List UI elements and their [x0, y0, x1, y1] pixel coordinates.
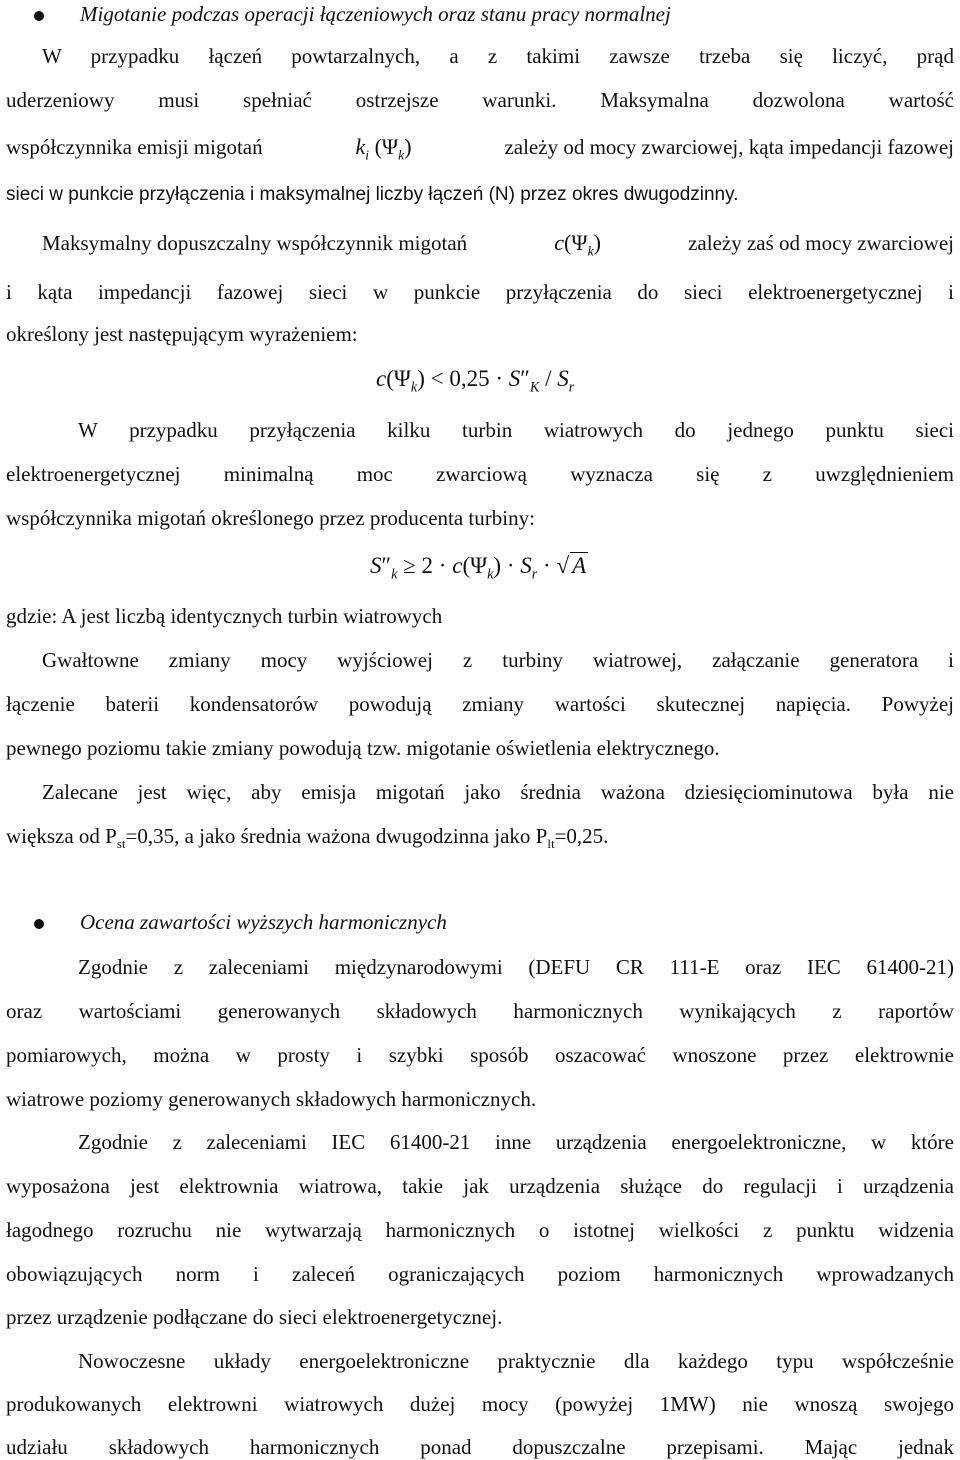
paragraph-line: gdzie: A jest liczbą identycznych turbin wiatrowych [6, 604, 443, 628]
paragraph-line-with-formula [6, 134, 954, 163]
paragraph-line-with-subscripts [6, 824, 954, 852]
paragraph-line: W przypadku przyłączenia kilku turbin wiatrowych do jednego punktu sieci [78, 418, 954, 442]
equation-flicker-limit: $c(\Psi_k) < 0,25 \cdot S''_K / S_r$ [376, 366, 575, 396]
formula-ki-psi: $k_i$ $(\Psi_k)$ [355, 134, 412, 163]
paragraph-text: zależy zaś od mocy zwarciowej [688, 231, 954, 255]
paragraph-line: łagodnego rozruchu nie wytwarzają harmonicznych o istotnej wielkości z punktu widzenia [6, 1218, 954, 1242]
paragraph-text: większa od P [6, 824, 117, 848]
paragraph-line: wyposażona jest elektrownia wiatrowa, takie jak urządzenia służące do regulacji i urządzenia [6, 1174, 954, 1198]
equation-coefficient: 0,25 [449, 366, 490, 391]
paragraph-line: łączenie baterii kondensatorów powodują zmiany wartości skutecznej napięcia. Powyżej [6, 692, 954, 716]
bullet-icon [34, 919, 44, 929]
paragraph-text: Maksymalny dopuszczalny współczynnik migotań [42, 231, 468, 255]
paragraph-line: udziału składowych harmonicznych ponad dopuszczalne przepisami. Mając jednak [6, 1435, 954, 1459]
paragraph-line: Zalecane jest więc, aby emisja migotań jako średnia ważona dziesięciominutowa była nie [42, 780, 954, 804]
subscript: lt [547, 836, 555, 852]
paragraph-line-with-formula [42, 230, 954, 259]
paragraph-line: obowiązujących norm i zaleceń ograniczających poziom harmonicznych wprowadzanych [6, 1262, 954, 1286]
equation-coefficient: 2 [421, 553, 434, 578]
paragraph-line: współczynnika migotań określonego przez producenta turbiny: [6, 506, 535, 530]
bullet-icon [34, 11, 44, 21]
paragraph-line: produkowanych elektrowni wiatrowych dużej mocy (powyżej 1MW) nie wnoszą swojego [6, 1392, 954, 1416]
paragraph-line: przez urządzenie podłączane do sieci elektroenergetycznej. [6, 1305, 503, 1329]
equation-short-circuit-power: $S''_k \ge 2 \cdot c(\Psi_k) \cdot S_r$ · √ A [370, 553, 587, 583]
paragraph-line: i kąta impedancji fazowej sieci w punkcie przyłączenia do sieci elektroenergetycznej i [6, 280, 954, 304]
section-heading-flicker: Migotanie podczas operacji łączeniowych oraz stanu pracy normalnej [80, 2, 671, 26]
paragraph-line: uderzeniowy musi spełniać ostrzejsze warunki. Maksymalna dozwolona wartość [6, 88, 954, 112]
paragraph-line: sieci w punkcie przyłączenia i maksymalnej liczby łączeń (N) przez okres dwugodzinny. [6, 184, 739, 205]
formula-c-psi: $c(\Psi_k)$ [554, 230, 601, 259]
subscript: st [116, 836, 126, 852]
section-heading-harmonics: Ocena zawartości wyższych harmonicznych [80, 910, 447, 934]
paragraph-text: współczynnika emisji migotań [6, 135, 263, 159]
paragraph-line: Nowoczesne układy energoelektroniczne praktycznie dla każdego typu współcześnie [78, 1349, 954, 1373]
paragraph-line: wiatrowe poziomy generowanych składowych harmonicznych. [6, 1087, 537, 1111]
paragraph-line: Zgodnie z zaleceniami międzynarodowymi (DEFU CR 111-E oraz IEC 61400-21) [78, 955, 954, 979]
paragraph-line: elektroenergetycznej minimalną moc zwarciową wyznacza się z uwzględnieniem [6, 462, 954, 486]
paragraph-text: zależy od mocy zwarciowej, kąta impedancji fazowej [504, 135, 954, 159]
paragraph-line: Gwałtowne zmiany mocy wyjściowej z turbiny wiatrowej, załączanie generatora i [42, 648, 954, 672]
paragraph-line: oraz wartościami generowanych składowych harmonicznych wynikających z raportów [6, 999, 954, 1023]
paragraph-line: W przypadku łączeń powtarzalnych, a z takimi zawsze trzeba się liczyć, prąd [42, 44, 954, 68]
paragraph-text: =0,25. [554, 824, 609, 848]
paragraph-line: pomiarowych, można w prosty i szybki sposób oszacować wnoszone przez elektrownie [6, 1043, 954, 1067]
paragraph-line: pewnego poziomu takie zmiany powodują tzw. migotanie oświetlenia elektrycznego. [6, 736, 720, 760]
paragraph-line: określony jest następującym wyrażeniem: [6, 322, 358, 346]
paragraph-text: =0,35, a jako średnia ważona dwugodzinna jako P [125, 824, 548, 848]
paragraph-line: Zgodnie z zaleceniami IEC 61400-21 inne urządzenia energoelektroniczne, w które [78, 1130, 954, 1154]
